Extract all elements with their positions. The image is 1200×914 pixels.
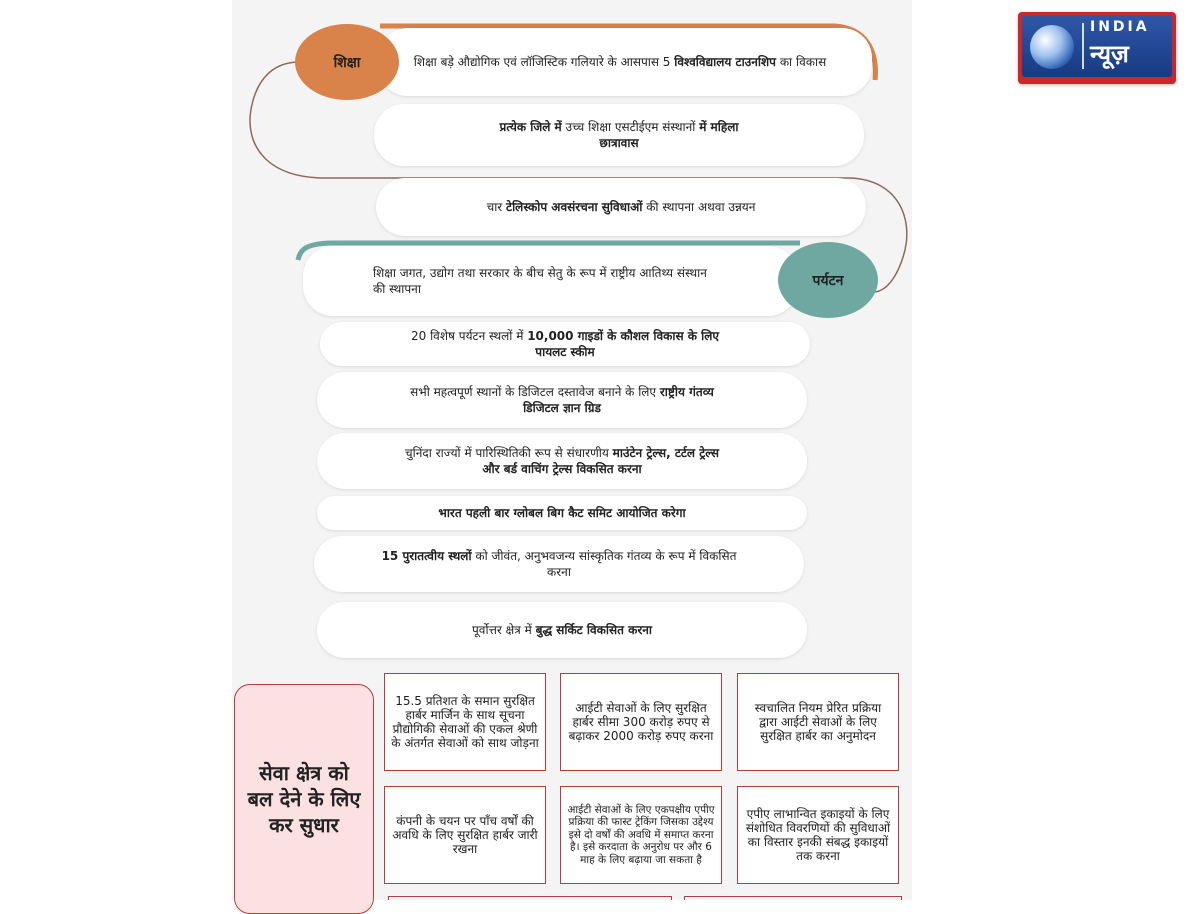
tourism-circle <box>778 242 878 318</box>
text-bold: 10,000 गाइडों के कौशल विकास के लिए पायलट स्कीम <box>527 329 720 359</box>
tourism-item-4 <box>317 433 807 489</box>
text: चार <box>486 200 507 214</box>
text: सभी महत्वपूर्ण स्थानों के डिजिटल दस्तावेज बनाने के लिए <box>410 385 660 399</box>
service-box-4 <box>384 786 546 884</box>
logo-panel <box>1022 15 1172 77</box>
tourism-item-1 <box>303 246 798 316</box>
service-box-6 <box>737 786 899 884</box>
service-sector-label <box>234 684 374 914</box>
text-bold: भारत पहली बार ग्लोबल बिग कैट समिट आयोजित करेगा <box>438 506 686 520</box>
text-bold: विश्वविद्यालय टाउनशिप <box>674 55 777 69</box>
text: शिक्षा बड़े औद्योगिक एवं लॉजिस्टिक गलियारे के आसपास 5 <box>413 55 675 69</box>
service-box-7-edge <box>388 896 672 900</box>
logo-separator <box>1082 23 1084 69</box>
education-item-1 <box>378 28 872 96</box>
text-bold: बुद्ध सर्किट विकसित करना <box>535 623 653 637</box>
text-bold: टेलिस्कोप अवसंरचना सुविधाओं <box>506 200 643 214</box>
education-item-3 <box>376 178 866 236</box>
text-bold: प्रत्येक जिले में <box>499 120 562 134</box>
text: स्वचालित नियम प्रेरित प्रक्रिया द्वारा आईटी सेवाओं के लिए सुरक्षित हार्बर का अनुमोदन <box>754 701 882 743</box>
text: एपीए लाभान्वित इकाइयों के लिए संशोधित विवरणियों की सुविधाओं का विस्तार इनकी संबद्ध इकाइयों तक करना <box>745 807 891 863</box>
text: 15.5 प्रतिशत के समान सुरक्षित हार्बर मार्जिन के साथ सूचना प्रौद्योगिकी सेवाओं की एकल श्रेणी के अंतर्गत सेवाओं को साथ जोड़ना <box>391 694 539 750</box>
india-news-logo <box>1018 12 1176 84</box>
tourism-item-6 <box>314 536 804 592</box>
text-bold: 15 पुरातत्वीय स्थलों <box>381 549 472 563</box>
text: 20 विशेष पर्यटन स्थलों में <box>410 329 528 343</box>
logo-top-text: INDIA <box>1090 19 1150 35</box>
service-label-text: सेवा क्षेत्र को बल देने के लिए कर सुधार <box>247 761 361 837</box>
education-circle <box>295 24 399 100</box>
tourism-item-2 <box>320 322 810 366</box>
service-box-5 <box>560 786 722 884</box>
text: कंपनी के चयन पर पाँच वर्षों की अवधि के लिए सुरक्षित हार्बर जारी रखना <box>392 814 538 856</box>
text-bold: राष्ट्रीय गंतव्य डिजिटल ज्ञान ग्रिड <box>523 385 714 415</box>
service-box-2 <box>560 673 722 771</box>
text: की स्थापना अथवा उन्नयन <box>642 200 756 214</box>
service-box-1 <box>384 673 546 771</box>
service-box-3 <box>737 673 899 771</box>
tourism-item-3 <box>317 372 807 428</box>
text-bold: में महिला छात्रावास <box>599 120 739 150</box>
education-item-2 <box>374 104 864 166</box>
text: को जीवंत, अनुभवजन्य सांस्कृतिक गंतव्य के रूप में विकसित करना <box>471 549 737 579</box>
text-bold: माउंटेन ट्रेल्स, टर्टल ट्रेल्स और बर्ड वाचिंग ट्रेल्स विकसित करना <box>482 446 719 476</box>
text: चुनिंदा राज्यों में पारिस्थितिकी रूप से संधारणीय <box>405 446 613 460</box>
tourism-item-5 <box>317 496 807 530</box>
tourism-item-7 <box>317 602 807 658</box>
text: उच्च शिक्षा एसटीईएम संस्थानों <box>561 120 700 134</box>
education-label: शिक्षा <box>333 54 361 71</box>
globe-icon <box>1030 25 1074 69</box>
text: पूर्वोत्तर क्षेत्र में <box>471 623 536 637</box>
text: आईटी सेवाओं के लिए सुरक्षित हार्बर सीमा 300 करोड़ रुपए से बढ़ाकर 2000 करोड़ रुपए करना <box>568 701 714 743</box>
tourism-label: पर्यटन <box>812 272 844 289</box>
text: आईटी सेवाओं के लिए एकपक्षीय एपीए प्रक्रिया की फास्ट ट्रेकिंग जिसका उद्देश्य इसे दो वर्षों की अवधि में समाप्त करना है। इसे करदाता के अनुरोध पर और 6 माह के लिए बढ़ाया जा सकता है <box>567 803 715 866</box>
service-box-8-edge <box>684 896 902 900</box>
text: का विकास <box>776 55 827 69</box>
logo-bottom-text: न्यूज़ <box>1090 40 1129 68</box>
text: शिक्षा जगत, उद्योग तथा सरकार के बीच सेतु के रूप में राष्ट्रीय आतिथ्य संस्थान की स्थापना <box>373 266 707 296</box>
